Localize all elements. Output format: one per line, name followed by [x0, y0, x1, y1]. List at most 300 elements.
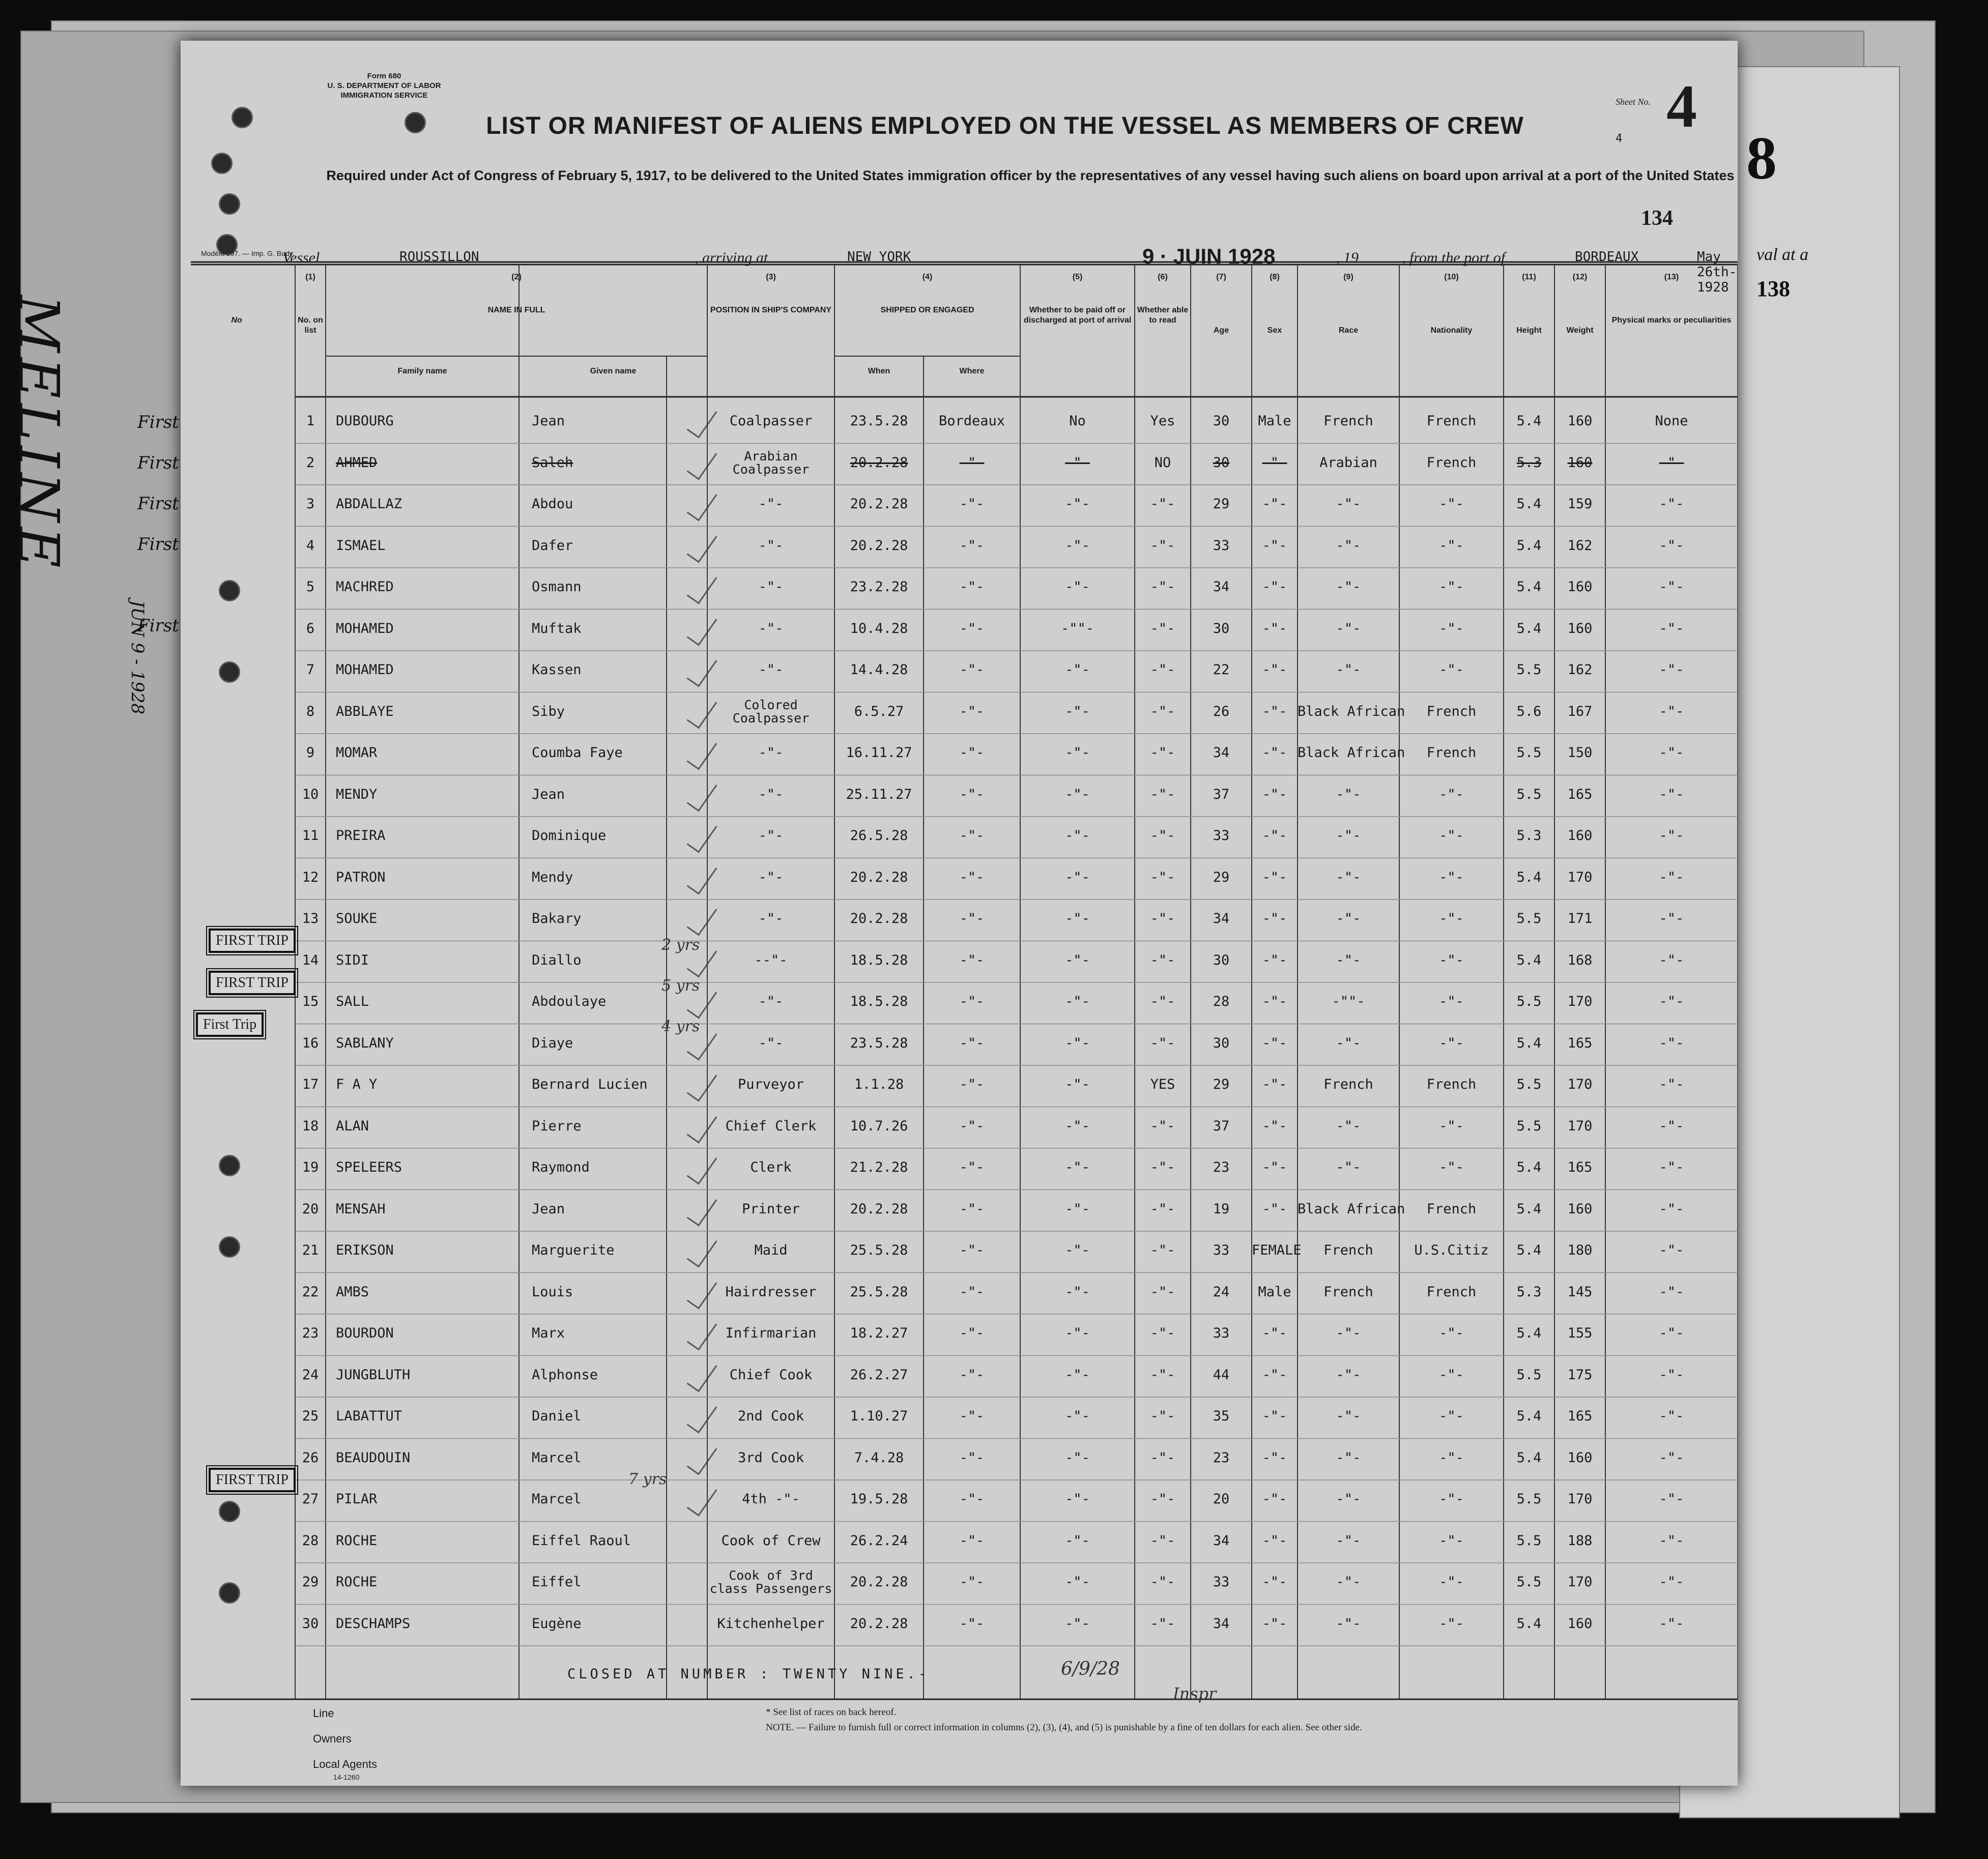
cell-race: -"-	[1336, 1367, 1361, 1383]
cell-read: -"-	[1150, 1035, 1175, 1051]
cell-weight: 160	[1567, 1449, 1593, 1466]
cell-marks: -"-	[1659, 1532, 1684, 1549]
cell-sex: FEMALE	[1252, 1242, 1302, 1258]
cell-paid: -"-	[1065, 911, 1090, 926]
cell-when: 18.2.27	[850, 1325, 908, 1341]
cell-age: 22	[1213, 662, 1230, 678]
cell-weight: 162	[1567, 662, 1593, 678]
cell-where: -"-	[959, 620, 985, 636]
cell-paid: -"-	[1065, 745, 1090, 761]
cell-age: 33	[1213, 537, 1230, 554]
cell-position: 3rd Cook	[737, 1449, 804, 1466]
table-row	[181, 1314, 1738, 1356]
cell-no: 18	[302, 1118, 319, 1134]
cell-when: 26.5.28	[850, 828, 908, 844]
cell-marks: -"-	[1659, 1574, 1684, 1590]
cell-when: 20.2.28	[850, 1615, 908, 1632]
cell-sex: -"-	[1262, 703, 1287, 719]
cell-age: 20	[1213, 1491, 1230, 1507]
table-row	[181, 444, 1738, 485]
cell-where: -"-	[959, 1035, 985, 1051]
cell-race: Black African	[1298, 703, 1405, 719]
cell-race: -""-	[1332, 994, 1365, 1009]
column-subheading-c2b: Given name	[590, 367, 637, 375]
cell-race: -"-	[1336, 496, 1361, 512]
cell-read: Yes	[1150, 413, 1175, 429]
cell-position: Cook of Crew	[721, 1532, 821, 1549]
cell-read: -"-	[1150, 1201, 1175, 1217]
cell-paid: -"-	[1065, 1325, 1090, 1341]
cell-race: -"-	[1336, 786, 1361, 802]
table-row	[181, 1273, 1738, 1315]
cell-height: 5.5	[1516, 745, 1542, 761]
table-row	[181, 692, 1738, 734]
cell-paid: -"-	[1065, 1077, 1090, 1092]
cell-age: 19	[1213, 1201, 1230, 1217]
cell-paid: -"-	[1065, 786, 1090, 802]
form-number: Form 680	[367, 72, 401, 80]
column-number-c2: (2)	[511, 273, 522, 281]
cell-nationality: -"-	[1439, 1159, 1464, 1175]
cell-given: Diallo	[532, 952, 582, 968]
cell-marks: -"-	[1659, 1077, 1684, 1092]
column-heading-c3: POSITION IN SHIP'S COMPANY	[710, 306, 832, 314]
cell-position: -"-	[758, 496, 784, 512]
cell-weight: 160	[1567, 579, 1593, 595]
cell-age: 26	[1213, 703, 1230, 719]
cell-marks: -"-	[1659, 1035, 1684, 1051]
year-label: , 19	[1336, 249, 1359, 266]
cell-where: -"-	[959, 1449, 985, 1466]
cell-read: -"-	[1150, 869, 1175, 885]
table-row	[181, 1065, 1738, 1107]
cell-where: -"-	[959, 786, 985, 802]
cell-age: 33	[1213, 1242, 1230, 1258]
printer-mark: Modèle 597. — Imp. G. Budy.	[201, 249, 295, 257]
column-number-c12: (12)	[1572, 273, 1588, 281]
cell-when: 19.5.28	[850, 1491, 908, 1507]
cell-position: -"-	[758, 745, 784, 761]
footer-code: 14-1260	[333, 1773, 360, 1781]
cell-height: 5.4	[1516, 1408, 1542, 1424]
cell-nationality: French	[1426, 1201, 1477, 1217]
cell-height: 5.4	[1516, 1615, 1542, 1632]
cell-no: 26	[302, 1449, 319, 1466]
column-heading-c6: Whether able to read	[1137, 306, 1189, 325]
cell-no: 23	[302, 1325, 319, 1341]
cell-position: Kitchenhelper	[717, 1615, 825, 1632]
column-heading-c4: SHIPPED OR ENGAGED	[880, 306, 974, 314]
cell-paid: -"-	[1065, 869, 1090, 885]
cell-race: -"-	[1336, 828, 1361, 844]
cell-sex: -"-	[1262, 579, 1287, 595]
cell-marks: -"-	[1659, 1615, 1684, 1632]
cell-sex: -"-	[1262, 1532, 1287, 1549]
column-number-c10: (10)	[1444, 273, 1459, 281]
cell-where: -"-	[959, 579, 985, 595]
cell-race: Black African	[1298, 745, 1405, 761]
cell-height: 5.4	[1516, 579, 1542, 595]
cell-where: -"-	[959, 1532, 985, 1549]
cell-position: Colored Coalpasser	[732, 697, 810, 725]
cell-read: -"-	[1150, 745, 1175, 761]
cell-paid: -"-	[1065, 537, 1090, 554]
cell-age: 30	[1213, 454, 1230, 471]
hand-annotation-r14: 2 yrs	[661, 936, 700, 954]
cell-when: 23.5.28	[850, 413, 908, 429]
cell-height: 5.5	[1516, 1532, 1542, 1549]
cell-weight: 170	[1567, 1574, 1593, 1590]
cell-marks: None	[1655, 413, 1688, 429]
cell-family: F A Y	[336, 1077, 378, 1092]
closed-statement: CLOSED AT NUMBER : TWENTY NINE.-	[567, 1666, 930, 1682]
cell-age: 37	[1213, 786, 1230, 802]
cell-given: Saleh	[532, 454, 573, 471]
cell-where: -"-	[959, 994, 985, 1009]
cell-weight: 165	[1567, 1159, 1593, 1175]
cell-weight: 170	[1567, 869, 1593, 885]
cell-age: 30	[1213, 620, 1230, 636]
cell-given: Osmann	[532, 579, 582, 595]
cell-paid: -"-	[1065, 1242, 1090, 1258]
table-row	[181, 568, 1738, 609]
hand-annotation-r16: 4 yrs	[661, 1018, 700, 1035]
race-note: * See list of races on back hereof.	[766, 1707, 897, 1718]
cell-family: MACHRED	[336, 579, 394, 595]
column-number-c5: (5)	[1072, 273, 1083, 281]
column-number-c11: (11)	[1522, 273, 1536, 281]
cell-paid: -"-	[1065, 1408, 1090, 1424]
arrival-port: NEW YORK	[847, 249, 911, 265]
cell-given: Marcel	[532, 1449, 582, 1466]
cell-where: -"-	[959, 1284, 985, 1300]
cell-marks: -"-	[1659, 952, 1684, 968]
cell-marks: -"-	[1659, 869, 1684, 885]
vessel-name: ROUSSILLON	[399, 249, 479, 265]
cell-family: SOUKE	[336, 911, 378, 926]
cell-no: 17	[302, 1077, 319, 1092]
cell-nationality: -"-	[1439, 620, 1464, 636]
cell-race: -"-	[1336, 1325, 1361, 1341]
cell-sex: -"-	[1262, 745, 1287, 761]
cell-age: 30	[1213, 1035, 1230, 1051]
cell-given: Jean	[532, 1201, 565, 1217]
cell-paid: -"-	[1065, 1035, 1090, 1051]
cell-position: Coalpasser	[729, 413, 813, 429]
cell-sex: -"-	[1262, 911, 1287, 926]
cell-family: ALAN	[336, 1118, 369, 1134]
cell-read: -"-	[1150, 786, 1175, 802]
cell-race: -"-	[1336, 1118, 1361, 1134]
cell-age: 29	[1213, 869, 1230, 885]
cell-read: -"-	[1150, 1615, 1175, 1632]
cell-age: 34	[1213, 1615, 1230, 1632]
cell-sex: -"-	[1262, 1325, 1287, 1341]
column-number-c9: (9)	[1343, 273, 1353, 281]
cell-paid: -"-	[1065, 828, 1090, 844]
cell-age: 34	[1213, 1532, 1230, 1549]
cell-nationality: -"-	[1439, 496, 1464, 512]
column-heading-c7: Age	[1213, 326, 1229, 335]
cell-no: 28	[302, 1532, 319, 1549]
column-heading-c13: Physical marks or peculiarities	[1611, 316, 1732, 325]
cell-paid: -"-	[1065, 1201, 1090, 1217]
cell-given: Siby	[532, 703, 565, 719]
cell-height: 5.5	[1516, 1118, 1542, 1134]
cell-given: Mendy	[532, 869, 573, 885]
cell-no: 2	[306, 454, 315, 471]
first-trip-stamp: First Trip	[196, 1012, 264, 1037]
cell-when: 10.4.28	[850, 620, 908, 636]
cell-family: SALL	[336, 994, 369, 1009]
cell-no: 22	[302, 1284, 319, 1300]
cell-paid: -"-	[1065, 1367, 1090, 1383]
cell-age: 30	[1213, 413, 1230, 429]
table-row	[181, 1397, 1738, 1439]
cell-no: 16	[302, 1035, 319, 1051]
cell-no: 19	[302, 1159, 319, 1175]
table-row	[181, 1190, 1738, 1232]
cell-read: NO	[1154, 454, 1171, 471]
cell-marks: -"-	[1659, 1284, 1684, 1300]
cell-weight: 160	[1567, 1201, 1593, 1217]
cell-no: 7	[306, 662, 315, 678]
cell-when: 25.11.27	[846, 786, 912, 802]
cell-read: -"-	[1150, 911, 1175, 926]
cell-height: 5.5	[1516, 1077, 1542, 1092]
cell-nationality: French	[1426, 413, 1477, 429]
cell-weight: 168	[1567, 952, 1593, 968]
cell-weight: 160	[1567, 454, 1593, 471]
cell-race: -"-	[1336, 911, 1361, 926]
cell-sex: -"-	[1262, 786, 1287, 802]
cell-nationality: -"-	[1439, 1118, 1464, 1134]
cell-weight: 171	[1567, 911, 1593, 926]
cell-read: -"-	[1150, 620, 1175, 636]
cell-where: -"-	[959, 662, 985, 678]
cell-read: -"-	[1150, 1367, 1175, 1383]
cell-where: -"-	[959, 1408, 985, 1424]
cell-position: -"-	[758, 828, 784, 844]
table-row	[181, 982, 1738, 1024]
table-row	[181, 1231, 1738, 1273]
cell-paid: -"-	[1065, 1284, 1090, 1300]
table-row	[181, 858, 1738, 900]
cell-nationality: -"-	[1439, 786, 1464, 802]
cell-marks: -"-	[1659, 1242, 1684, 1258]
cell-family: PILAR	[336, 1491, 378, 1507]
cell-height: 5.6	[1516, 703, 1542, 719]
cell-race: French	[1323, 413, 1373, 429]
cell-race: French	[1323, 1284, 1373, 1300]
cell-family: ABBLAYE	[336, 703, 394, 719]
closing-hand-date: 6/9/28	[1061, 1659, 1120, 1679]
cell-read: -"-	[1150, 1532, 1175, 1549]
cell-sex: -"-	[1262, 869, 1287, 885]
cell-position: Purveyor	[737, 1077, 804, 1092]
cell-given: Eiffel	[532, 1574, 582, 1590]
cell-nationality: -"-	[1439, 952, 1464, 968]
cell-when: 18.5.28	[850, 952, 908, 968]
column-heading-c5: Whether to be paid off or discharged at port of arrival	[1023, 306, 1132, 325]
cell-sex: Male	[1258, 413, 1291, 429]
cell-no: 24	[302, 1367, 319, 1383]
cell-read: -"-	[1150, 1325, 1175, 1341]
cell-nationality: -"-	[1439, 828, 1464, 844]
cell-given: Diaye	[532, 1035, 573, 1051]
sheet-number: 4	[1666, 72, 1697, 140]
cell-when: 10.7.26	[850, 1118, 908, 1134]
cell-sex: -"-	[1262, 1035, 1287, 1051]
cell-height: 5.4	[1516, 1449, 1542, 1466]
from-label: , from the port of	[1402, 249, 1506, 266]
cell-position: Maid	[754, 1242, 788, 1258]
cell-age: 33	[1213, 1574, 1230, 1590]
cell-nationality: French	[1426, 1077, 1477, 1092]
cell-race: French	[1323, 1077, 1373, 1092]
cell-where: Bordeaux	[938, 413, 1005, 429]
vessel-label: Vessel	[282, 249, 320, 266]
cell-where: -"-	[959, 745, 985, 761]
cell-when: 20.2.28	[850, 911, 908, 926]
cell-marks: -"-	[1659, 1491, 1684, 1507]
cell-family: SABLANY	[336, 1035, 394, 1051]
cell-when: 20.2.28	[850, 1201, 908, 1217]
cell-where: -"-	[959, 828, 985, 844]
cell-paid: -"-	[1065, 1159, 1090, 1175]
cell-race: -"-	[1336, 620, 1361, 636]
cell-nationality: -"-	[1439, 1408, 1464, 1424]
cell-given: Eugène	[532, 1615, 582, 1632]
cell-given: Pierre	[532, 1118, 582, 1134]
cell-race: -"-	[1336, 537, 1361, 554]
cell-read: -"-	[1150, 828, 1175, 844]
cell-no: 6	[306, 620, 315, 636]
cell-position: -"-	[758, 869, 784, 885]
cell-sex: -"-	[1262, 1574, 1287, 1590]
cell-age: 29	[1213, 1077, 1230, 1092]
cell-given: Coumba Faye	[532, 745, 623, 761]
cell-position: Chief Cook	[729, 1367, 813, 1383]
cell-where: -"-	[959, 952, 985, 968]
column-heading-c10: Nationality	[1430, 326, 1473, 335]
cell-position: -"-	[758, 620, 784, 636]
cell-when: 16.11.27	[846, 745, 912, 761]
table-row	[181, 734, 1738, 775]
cell-position: 4th -"-	[742, 1491, 800, 1507]
cell-where: -"-	[959, 537, 985, 554]
cell-family: AHMED	[336, 454, 378, 471]
cell-given: Kassen	[532, 662, 582, 678]
cell-marks: -"-	[1659, 496, 1684, 512]
cell-read: YES	[1150, 1077, 1175, 1092]
cell-age: 34	[1213, 579, 1230, 595]
cell-weight: 159	[1567, 496, 1593, 512]
cell-height: 5.4	[1516, 413, 1542, 429]
cell-family: SPELEERS	[336, 1159, 402, 1175]
cell-weight: 170	[1567, 1118, 1593, 1134]
cell-no: 15	[302, 994, 319, 1009]
cell-marks: -"-	[1659, 828, 1684, 844]
cell-weight: 160	[1567, 828, 1593, 844]
cell-no: 27	[302, 1491, 319, 1507]
table-row	[181, 775, 1738, 817]
cell-read: -"-	[1150, 1159, 1175, 1175]
cell-marks: -"-	[1659, 994, 1684, 1009]
left-first-1: First	[137, 412, 179, 432]
cell-when: 20.2.28	[850, 454, 908, 471]
cell-when: 20.2.28	[850, 869, 908, 885]
cell-race: Arabian	[1319, 454, 1377, 471]
cell-where: -"-	[959, 1574, 985, 1590]
cell-weight: 175	[1567, 1367, 1593, 1383]
cell-sex: -"-	[1262, 537, 1287, 554]
cell-age: 34	[1213, 911, 1230, 926]
cell-where: -"-	[959, 1325, 985, 1341]
cell-read: -"-	[1150, 994, 1175, 1009]
cell-where: -"-	[959, 1201, 985, 1217]
cell-race: -"-	[1336, 1491, 1361, 1507]
table-row	[181, 1107, 1738, 1149]
cell-weight: 167	[1567, 703, 1593, 719]
cell-height: 5.5	[1516, 662, 1542, 678]
cell-marks: -"-	[1659, 911, 1684, 926]
cell-where: -"-	[959, 1491, 985, 1507]
cell-race: -"-	[1336, 1035, 1361, 1051]
table-row	[181, 402, 1738, 444]
cell-nationality: -"-	[1439, 869, 1464, 885]
table-row	[181, 1148, 1738, 1190]
table-row	[181, 1439, 1738, 1480]
table-row	[181, 1356, 1738, 1398]
cell-when: 14.4.28	[850, 662, 908, 678]
cell-when: 23.2.28	[850, 579, 908, 595]
cell-marks: -"-	[1659, 579, 1684, 595]
cell-height: 5.5	[1516, 1367, 1542, 1383]
cell-height: 5.4	[1516, 1242, 1542, 1258]
cell-no: 9	[306, 745, 315, 761]
cell-sex: -"-	[1262, 662, 1287, 678]
cell-no: 25	[302, 1408, 319, 1424]
column-heading-c9: Race	[1338, 326, 1359, 335]
cell-marks: -"-	[1659, 1367, 1684, 1383]
cell-paid: -"-	[1065, 1615, 1090, 1632]
cell-height: 5.5	[1516, 1491, 1542, 1507]
cell-sex: -"-	[1262, 1201, 1287, 1217]
table-row	[181, 1563, 1738, 1605]
cell-no: 1	[306, 413, 315, 429]
cell-paid: -"-	[1065, 952, 1090, 968]
left-date-stamp: JUN 9 - 1928	[127, 600, 148, 715]
cell-age: 29	[1213, 496, 1230, 512]
cell-marks: -"-	[1659, 1201, 1684, 1217]
manifest-subtitle: Required under Act of Congress of February 5, 1917, to be delivered to the United States immigration officer by the representatives of any vessel having such aliens on board upon arrival at a port of the United States	[326, 168, 1735, 183]
footer-note: NOTE. — Failure to furnish full or correct information in columns (2), (3), (4), and (5) is punishable by a fine of ten dollars for each alien. See other side.	[766, 1722, 1362, 1733]
column-number-c13: (13)	[1664, 273, 1679, 281]
cell-given: Eiffel Raoul	[532, 1532, 631, 1549]
cell-read: -"-	[1150, 537, 1175, 554]
cell-read: -"-	[1150, 1118, 1175, 1134]
column-heading-c1: No. on list	[298, 316, 323, 335]
cell-race: -"-	[1336, 1574, 1361, 1590]
column-number-c3: (3)	[766, 273, 776, 281]
cell-given: Jean	[532, 413, 565, 429]
cell-family: BOURDON	[336, 1325, 394, 1341]
margin-no-heading: No	[231, 316, 242, 325]
cell-nationality: French	[1426, 1284, 1477, 1300]
cell-family: BEAUDOUIN	[336, 1449, 411, 1466]
cell-family: DUBOURG	[336, 413, 394, 429]
